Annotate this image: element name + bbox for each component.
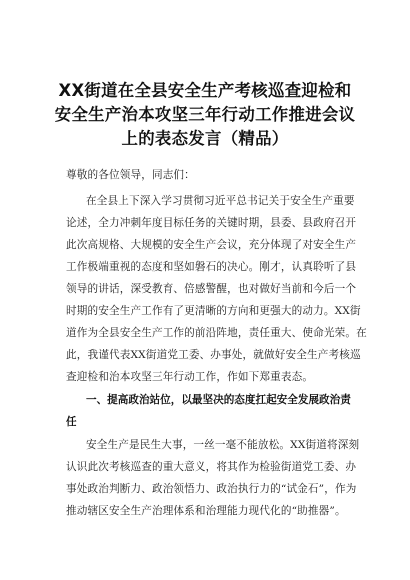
paragraph1-line-6: 时期的安全生产工作有了更清晰的方向和更强大的动力。XX街 <box>66 305 361 317</box>
paragraph2-line-2: 认识此次考核巡查的重大意义，将其作为检验街道党工委、办 <box>66 461 357 473</box>
paragraph1-line-2: 论述，全力冲刺年度目标任务的关键时期，县委、县政府召开 <box>66 217 357 229</box>
section-heading-1-line-2: 任 <box>66 416 77 428</box>
document-title-line-3: 上的表态发言（精品） <box>121 129 289 148</box>
paragraph1-line-1: 在全县上下深入学习贯彻习近平总书记关于安全生产重要 <box>86 195 355 207</box>
document-title-line-2: 安全生产治本攻坚三年行动工作推进会议 <box>54 105 356 124</box>
paragraph1-line-3: 此次高规格、大规模的安全生产会议，充分体现了对安全生产 <box>66 239 357 251</box>
paragraph1-line-4: 工作极端重视的态度和坚如磐石的决心。刚才，认真聆听了县 <box>66 261 357 273</box>
salutation: 尊敬的各位领导，同志们： <box>66 169 195 181</box>
paragraph1-line-7: 道作为全县安全生产工作的前沿阵地，责任重大、使命光荣。在 <box>66 327 367 339</box>
paragraph1-line-9: 查迎检和治本攻坚三年行动工作，作如下郑重表态。 <box>66 371 314 383</box>
section-heading-1-line-1: 一、提高政治站位，以最坚决的态度扛起安全发展政治责 <box>86 394 351 406</box>
paragraph1-line-5: 领导的讲话，深受教育、倍感警醒，也对做好当前和今后一个 <box>66 283 357 295</box>
paragraph2-line-3: 事处政治判断力、政治领悟力、政治执行力的“试金石”，作为 <box>66 483 357 495</box>
paragraph2-line-4: 推动辖区安全生产治理体系和治理能力现代化的“助推器”。 <box>66 505 346 517</box>
paragraph1-line-8: 此，我谨代表XX街道党工委、办事处，就做好安全生产考核巡 <box>66 349 361 361</box>
paragraph2-line-1: 安全生产是民生大事，一丝一毫不能放松。XX街道将深刻 <box>86 439 360 451</box>
document-title-line-1: XX街道在全县安全生产考核巡查迎检和 <box>58 81 352 100</box>
